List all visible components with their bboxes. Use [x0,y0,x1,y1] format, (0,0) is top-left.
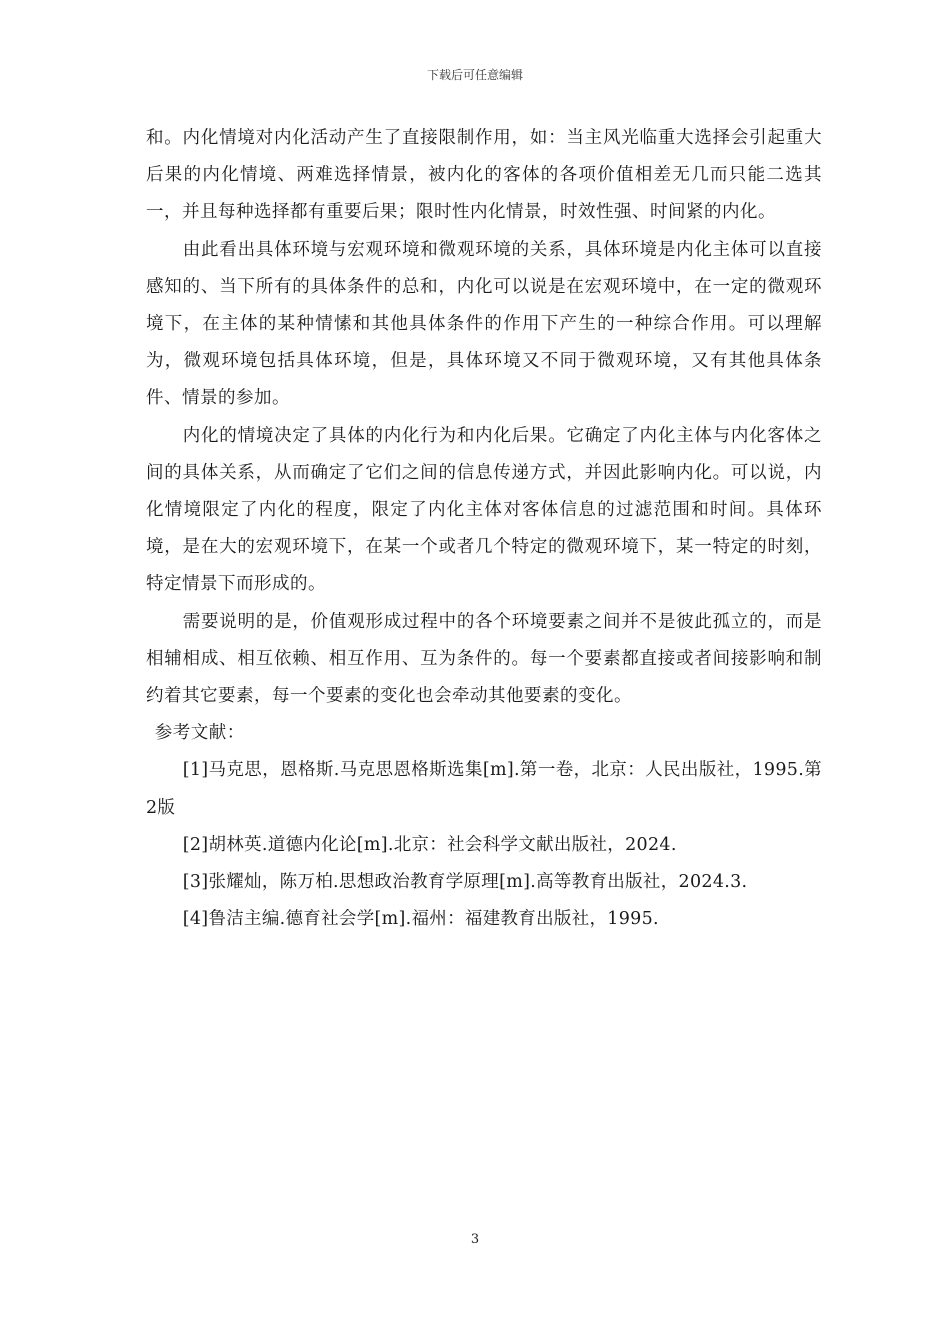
reference-item-1: [1]马克思，恩格斯.马克思恩格斯选集[m].第一卷，北京：人民出版社，1995.第2版 [146,760,822,818]
body-paragraph-4: 需要说明的是，价值观形成过程中的各个环境要素之间并不是彼此孤立的，而是相辅相成、相互依赖、相互作用、互为条件的。每一个要素都直接或者间接影响和制约着其它要素，每一个要素的变化也会牵动其他要素的变化。 [146,611,822,707]
reference-item-2: [2]胡林英.道德内化论[m].北京：社会科学文献出版社，2024. [182,834,677,855]
document-body [146,120,822,938]
reference-item-3: [3]张耀灿，陈万柏.思想政治教育学原理[m].高等教育出版社，2024.3. [182,872,748,893]
page-number: 3 [470,1232,480,1247]
references-heading: 参考文献： [154,723,245,744]
page-header-note: 下载后可任意编辑 [426,68,523,82]
body-paragraph-2: 由此看出具体环境与宏观环境和微观环境的关系，具体环境是内化主体可以直接感知的、当下所有的具体条件的总和，内化可以说是在宏观环境中，在一定的微观环境下，在主体的某种情愫和其他具体条件的作用下产生的一种综合作用。可以理解为，微观环境包括具体环境，但是，具体环境又不同于微观环境，又有其他具体条件、情景的参加。 [146,239,822,409]
body-paragraph-3: 内化的情境决定了具体的内化行为和内化后果。它确定了内化主体与内化客体之间的具体关系，从而确定了它们之间的信息传递方式，并因此影响内化。可以说，内化情境限定了内化的程度，限定了内化主体对客体信息的过滤范围和时间。具体环境，是在大的宏观环境下，在某一个或者几个特定的微观环境下，某一特定的时刻，特定情景下而形成的。 [146,425,822,595]
body-paragraph-1: 和。内化情境对内化活动产生了直接限制作用，如：当主风光临重大选择会引起重大后果的内化情境、两难选择情景，被内化的客体的各项价值相差无几而只能二选其一，并且每种选择都有重要后果；限时性内化情景，时效性强、时间紧的内化。 [146,128,822,223]
reference-item-4: [4]鲁洁主编.德育社会学[m].福州：福建教育出版社，1995. [182,909,659,930]
